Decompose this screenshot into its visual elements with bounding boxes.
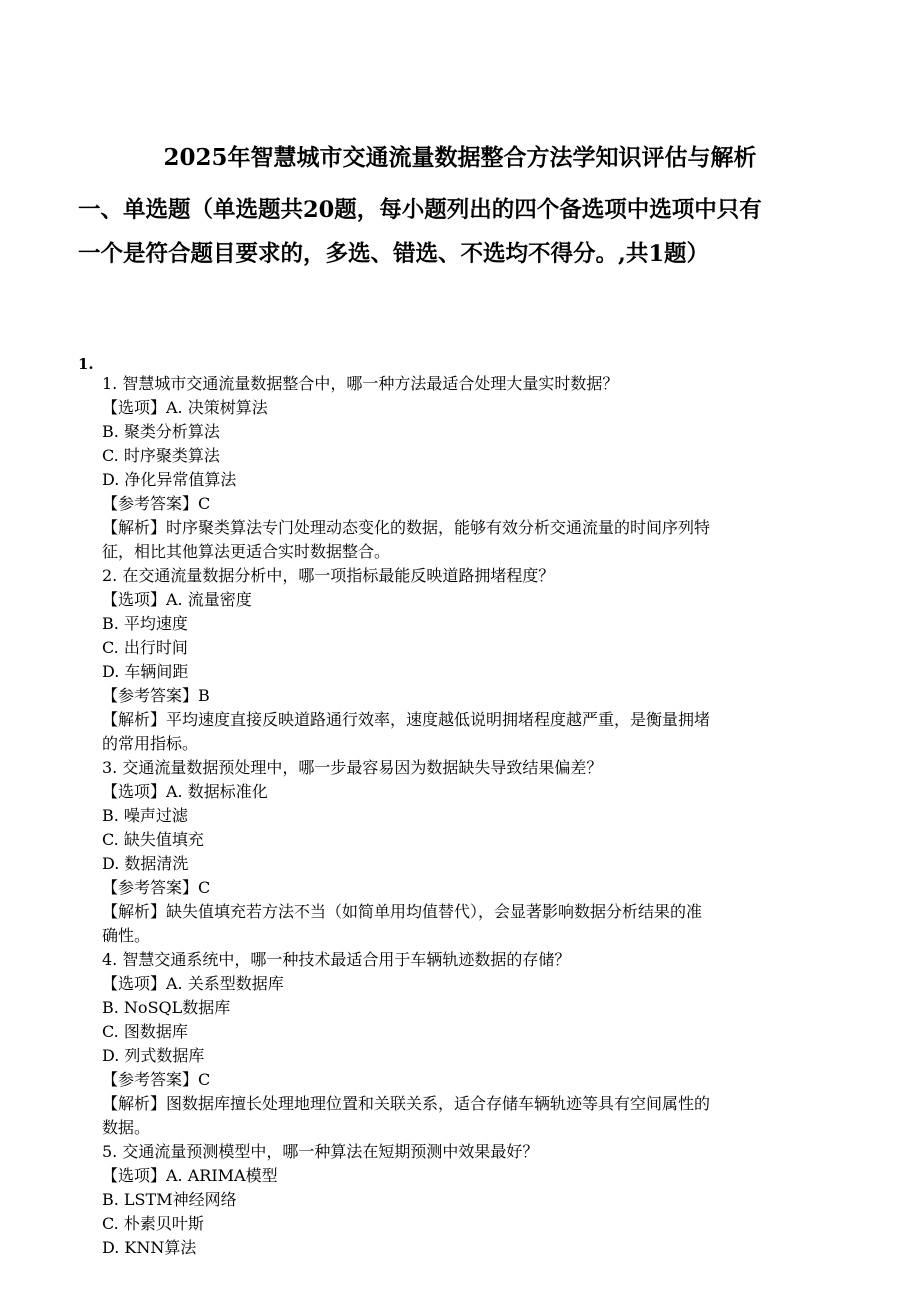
explanation-line-1: 【解析】平均速度直接反映道路通行效率，速度越低说明拥堵程度越严重，是衡量拥堵 bbox=[102, 710, 711, 729]
section-heading bbox=[78, 188, 838, 276]
explanation-line-1: 【解析】图数据库擅长处理地理位置和关联关系，适合存储车辆轨迹等具有空间属性的 bbox=[102, 1094, 711, 1113]
question-block bbox=[102, 756, 822, 948]
explanation-line-1: 【解析】缺失值填充若方法不当（如简单用均值替代），会显著影响数据分析结果的准 bbox=[102, 902, 703, 921]
reference-answer: 【参考答案】C bbox=[102, 494, 211, 513]
question-text: 3. 交通流量数据预处理中，哪一步最容易因为数据缺失导致结果偏差？ bbox=[102, 758, 603, 777]
option-b: B. 噪声过滤 bbox=[102, 806, 188, 825]
question-block bbox=[102, 948, 822, 1140]
reference-answer: 【参考答案】C bbox=[102, 878, 211, 897]
question-block bbox=[102, 1140, 822, 1260]
option-c: C. 时序聚类算法 bbox=[102, 446, 220, 465]
question-text: 5. 交通流量预测模型中，哪一种算法在短期预测中效果最好？ bbox=[102, 1142, 539, 1161]
document-title: 2025年智慧城市交通流量数据整合方法学知识评估与解析 bbox=[163, 144, 757, 171]
item-number: 1. bbox=[78, 355, 94, 373]
option-d: D. 列式数据库 bbox=[102, 1046, 205, 1065]
explanation-line-2: 确性。 bbox=[102, 926, 151, 945]
option-a: 【选项】A. 关系型数据库 bbox=[102, 974, 284, 993]
option-b: B. 平均速度 bbox=[102, 614, 188, 633]
option-c: C. 缺失值填充 bbox=[102, 830, 204, 849]
option-a: 【选项】A. ARIMA模型 bbox=[102, 1166, 278, 1185]
option-c: C. 图数据库 bbox=[102, 1022, 188, 1041]
option-b: B. NoSQL数据库 bbox=[102, 998, 231, 1017]
option-a: 【选项】A. 流量密度 bbox=[102, 590, 252, 609]
option-d: D. 车辆间距 bbox=[102, 662, 189, 681]
question-block bbox=[102, 372, 822, 564]
option-a: 【选项】A. 决策树算法 bbox=[102, 398, 268, 417]
option-c: C. 出行时间 bbox=[102, 638, 188, 657]
option-d: D. 数据清洗 bbox=[102, 854, 189, 873]
reference-answer: 【参考答案】B bbox=[102, 686, 210, 705]
explanation-line-2: 征，相比其他算法更适合实时数据整合。 bbox=[102, 542, 391, 561]
explanation-line-2: 的常用指标。 bbox=[102, 734, 199, 753]
option-b: B. 聚类分析算法 bbox=[102, 422, 220, 441]
option-d: D. KNN算法 bbox=[102, 1238, 197, 1257]
question-text: 2. 在交通流量数据分析中，哪一项指标最能反映道路拥堵程度？ bbox=[102, 566, 555, 585]
section-heading-line-2: 一个是符合题目要求的，多选、错选、不选均不得分。,共1题） bbox=[78, 241, 709, 267]
option-c: C. 朴素贝叶斯 bbox=[102, 1214, 204, 1233]
option-b: B. LSTM神经网络 bbox=[102, 1190, 237, 1209]
option-d: D. 净化异常值算法 bbox=[102, 470, 237, 489]
explanation-line-1: 【解析】时序聚类算法专门处理动态变化的数据，能够有效分析交通流量的时间序列特 bbox=[102, 518, 711, 537]
question-list bbox=[102, 372, 822, 1260]
question-text: 1. 智慧城市交通流量数据整合中，哪一种方法最适合处理大量实时数据？ bbox=[102, 374, 619, 393]
question-block bbox=[102, 564, 822, 756]
question-text: 4. 智慧交通系统中，哪一种技术最适合用于车辆轨迹数据的存储？ bbox=[102, 950, 571, 969]
section-heading-line-1: 一、单选题（单选题共20题，每小题列出的四个备选项中选项中只有 bbox=[78, 197, 762, 223]
explanation-line-2: 数据。 bbox=[102, 1118, 151, 1137]
reference-answer: 【参考答案】C bbox=[102, 1070, 211, 1089]
option-a: 【选项】A. 数据标准化 bbox=[102, 782, 268, 801]
